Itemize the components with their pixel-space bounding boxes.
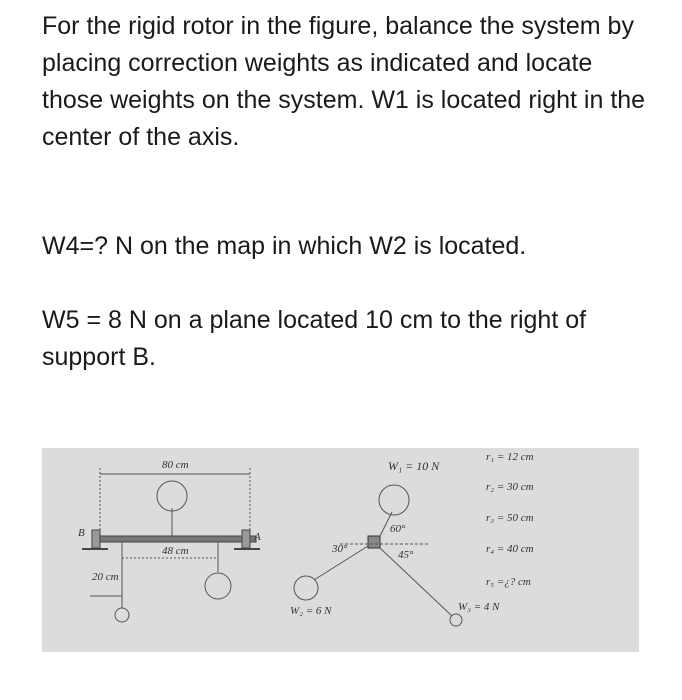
radius-r4: r₄ = 40 cm xyxy=(486,543,534,555)
dim-left-label: 20 cm xyxy=(92,571,119,583)
radius-r5: r₅ =¿? cm xyxy=(486,576,531,588)
dim-top-label: 80 cm xyxy=(162,459,189,471)
angle-left-label: 30° xyxy=(332,543,348,555)
radius-r2: r₂ = 30 cm xyxy=(486,481,534,493)
bearing-a xyxy=(242,530,250,548)
question-paragraph-3: W5 = 8 N on a plane located 10 cm to the right of support B. xyxy=(42,306,587,371)
weight-w3-side xyxy=(205,573,231,599)
weight-w1 xyxy=(379,485,409,515)
radius-r3: r₃ = 50 cm xyxy=(486,512,534,524)
support-b-label: B xyxy=(78,527,85,539)
angle-top-label: 60° xyxy=(390,523,406,535)
weight-w1-side xyxy=(157,481,187,511)
bearing-b xyxy=(92,530,100,548)
question-paragraph-2: W4=? N on the map in which W2 is located. xyxy=(42,232,527,260)
hub xyxy=(368,536,380,548)
weight-w2 xyxy=(294,576,318,600)
rotor-diagram xyxy=(42,448,639,652)
w2-label: W₂ = 6 N xyxy=(290,605,332,617)
rotor-figure xyxy=(42,448,639,652)
arm-w3 xyxy=(380,548,452,616)
shaft xyxy=(94,536,256,542)
weight-w3 xyxy=(450,614,462,626)
dim-shaft-label: 48 cm xyxy=(162,545,189,557)
radius-r1: r₁ = 12 cm xyxy=(486,451,534,463)
question-paragraph-1: For the rigid rotor in the figure, balance the system by placing correction weights as indicated and locate those weights on the system. W1 is located right in the center of the axis. xyxy=(42,12,646,151)
angle-right-label: 45° xyxy=(398,549,414,561)
support-a-label: A xyxy=(254,531,261,543)
weight-w2-side xyxy=(115,608,129,622)
w3-label: W₃ = 4 N xyxy=(458,601,500,613)
w1-label: W₁ = 10 N xyxy=(388,459,440,473)
